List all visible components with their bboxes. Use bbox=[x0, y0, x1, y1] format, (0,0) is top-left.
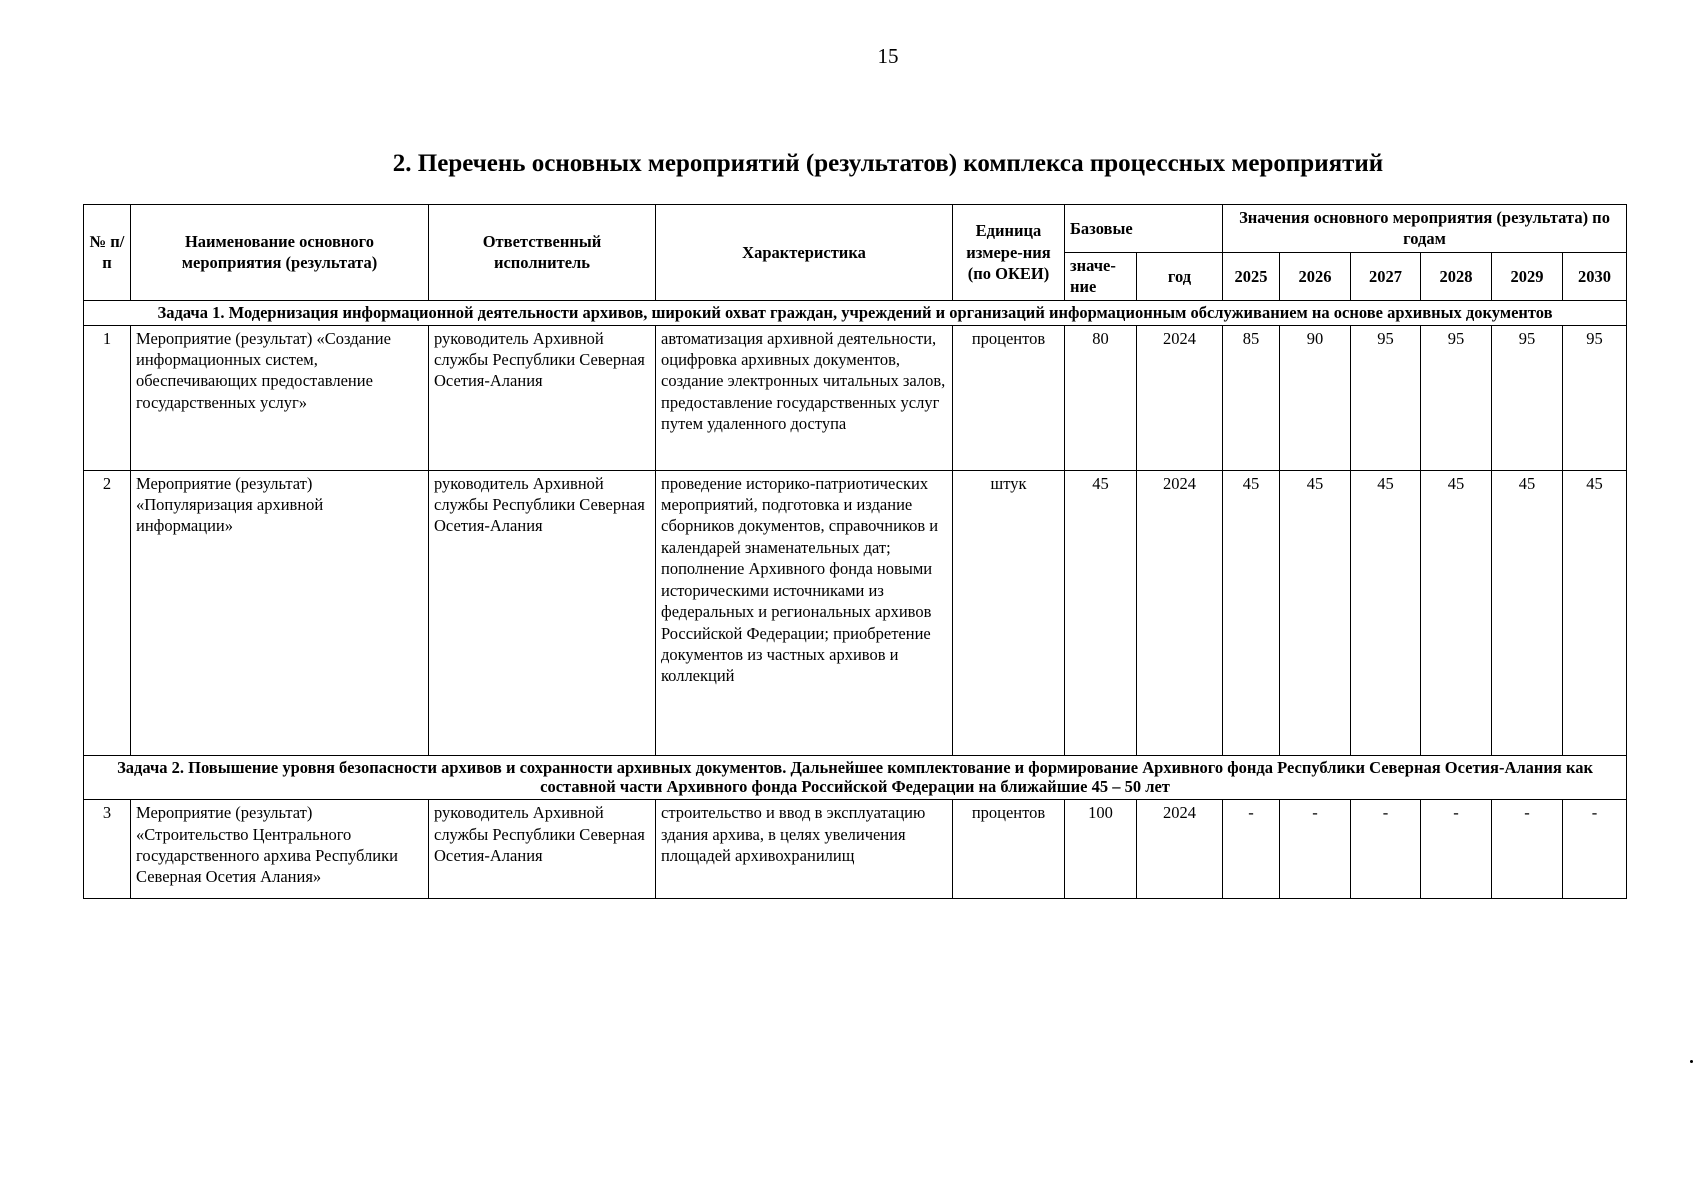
row-value: 95 bbox=[1351, 325, 1421, 470]
row-name: Мероприятие (результат) «Популяризация архивной информации» bbox=[131, 470, 429, 755]
header-num: № п/п bbox=[84, 205, 131, 301]
row-executor: руководитель Архивной службы Республики Северная Осетия-Алания bbox=[429, 325, 656, 470]
row-base-year: 2024 bbox=[1137, 470, 1223, 755]
header-base: Базовые bbox=[1065, 205, 1223, 253]
row-base-value: 100 bbox=[1065, 800, 1137, 899]
row-value: 85 bbox=[1223, 325, 1280, 470]
row-num: 2 bbox=[84, 470, 131, 755]
task-row bbox=[84, 300, 1627, 325]
header-year: 2029 bbox=[1492, 252, 1563, 300]
row-unit: штук bbox=[953, 470, 1065, 755]
row-value: 95 bbox=[1421, 325, 1492, 470]
row-executor: руководитель Архивной службы Республики Северная Осетия-Алания bbox=[429, 470, 656, 755]
activities-table bbox=[83, 204, 1627, 899]
row-characteristic: проведение историко-патриотических мероприятий, подготовка и издание сборников документов, справочников и календарей знаменательных дат; пополнение Архивного фонда новыми историческими источниками из федеральных и региональных архивов Российской Федерации; приобретение документов из частных архивов и коллекций bbox=[656, 470, 953, 755]
row-base-year: 2024 bbox=[1137, 325, 1223, 470]
header-executor: Ответственный исполнитель bbox=[429, 205, 656, 301]
table-row bbox=[84, 800, 1627, 899]
table-row bbox=[84, 470, 1627, 755]
row-executor: руководитель Архивной службы Республики Северная Осетия-Алания bbox=[429, 800, 656, 899]
row-value: - bbox=[1280, 800, 1351, 899]
row-base-year: 2024 bbox=[1137, 800, 1223, 899]
scan-speck bbox=[1690, 1060, 1693, 1063]
row-num: 1 bbox=[84, 325, 131, 470]
header-base-year: год bbox=[1137, 252, 1223, 300]
row-num: 3 bbox=[84, 800, 131, 899]
row-base-value: 80 bbox=[1065, 325, 1137, 470]
table-row bbox=[84, 325, 1627, 470]
row-value: - bbox=[1563, 800, 1627, 899]
row-base-value: 45 bbox=[1065, 470, 1137, 755]
row-name: Мероприятие (результат) «Создание информационных систем, обеспечивающих предоставление государственных услуг» bbox=[131, 325, 429, 470]
header-name: Наименование основного мероприятия (результата) bbox=[131, 205, 429, 301]
row-value: 45 bbox=[1351, 470, 1421, 755]
row-value: - bbox=[1351, 800, 1421, 899]
header-year: 2028 bbox=[1421, 252, 1492, 300]
row-value: 45 bbox=[1421, 470, 1492, 755]
row-value: 45 bbox=[1223, 470, 1280, 755]
row-value: 90 bbox=[1280, 325, 1351, 470]
task-row bbox=[84, 755, 1627, 800]
row-value: - bbox=[1492, 800, 1563, 899]
header-year: 2025 bbox=[1223, 252, 1280, 300]
header-base-value: значе-ние bbox=[1065, 252, 1137, 300]
page-number: 15 bbox=[877, 44, 899, 68]
task-title: Задача 2. Повышение уровня безопасности архивов и сохранности архивных документов. Дальнейшее комплектование и формирование Архивного фонда Республики Северная Осетия-Алания как составной части Архивного фонда Российской Федерации на ближайшие 45 – 50 лет bbox=[84, 755, 1627, 800]
row-value: 95 bbox=[1492, 325, 1563, 470]
row-value: - bbox=[1421, 800, 1492, 899]
row-unit: процентов bbox=[953, 325, 1065, 470]
row-value: 95 bbox=[1563, 325, 1627, 470]
row-value: 45 bbox=[1280, 470, 1351, 755]
row-value: 45 bbox=[1563, 470, 1627, 755]
row-value: 45 bbox=[1492, 470, 1563, 755]
header-year: 2030 bbox=[1563, 252, 1627, 300]
header-year: 2027 bbox=[1351, 252, 1421, 300]
task-title: Задача 1. Модернизация информационной деятельности архивов, широкий охват граждан, учреждений и организаций информационным обслуживанием на основе архивных документов bbox=[84, 300, 1627, 325]
row-value: - bbox=[1223, 800, 1280, 899]
header-values-title: Значения основного мероприятия (результата) по годам bbox=[1223, 205, 1627, 253]
header-year: 2026 bbox=[1280, 252, 1351, 300]
row-characteristic: строительство и ввод в эксплуатацию здания архива, в целях увеличения площадей архивохранилищ bbox=[656, 800, 953, 899]
row-name: Мероприятие (результат) «Строительство Центрального государственного архива Республики Северная Осетия Алания» bbox=[131, 800, 429, 899]
header-row-1 bbox=[84, 205, 1627, 253]
row-unit: процентов bbox=[953, 800, 1065, 899]
header-characteristic: Характеристика bbox=[656, 205, 953, 301]
header-unit: Единица измере-ния (по ОКЕИ) bbox=[953, 205, 1065, 301]
document-title: 2. Перечень основных мероприятий (результатов) комплекса процессных мероприятий bbox=[392, 150, 1384, 177]
row-characteristic: автоматизация архивной деятельности, оцифровка архивных документов, создание электронных читальных залов, предоставление государственных услуг путем удаленного доступа bbox=[656, 325, 953, 470]
